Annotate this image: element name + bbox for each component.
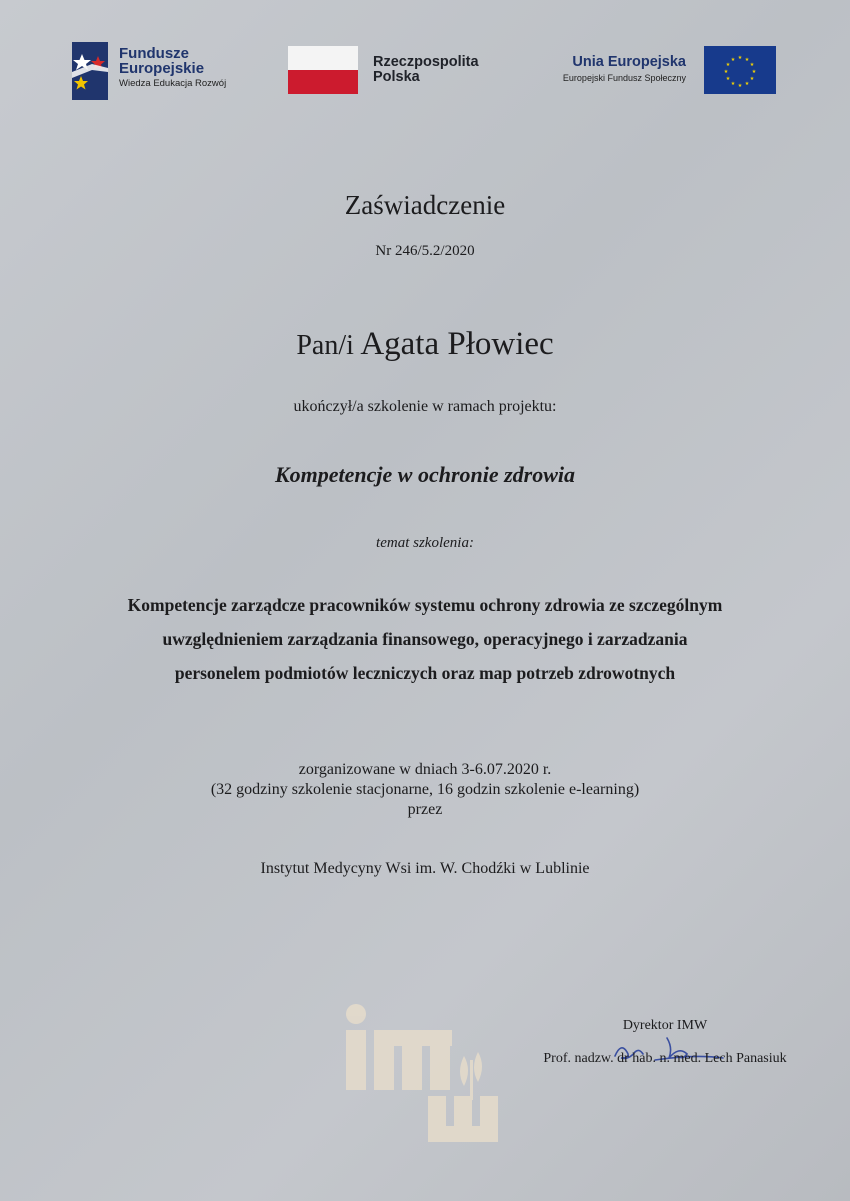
signature-title: Dyrektor IMW <box>622 1018 708 1033</box>
svg-text:★: ★ <box>749 62 755 68</box>
ue-line2: Europejski Fundusz Społeczny <box>562 73 686 83</box>
organized-by: przez <box>407 801 443 818</box>
ue-line1: Unia Europejska <box>572 54 686 70</box>
recipient-name: Agata Płowiec <box>360 326 554 362</box>
fundusze-europejskie-icon <box>72 42 108 100</box>
project-name: Kompetencje w ochronie zdrowia <box>274 462 576 487</box>
fe-line3: Wiedza Edukacja Rozwój <box>119 78 227 89</box>
fundusze-europejskie-logo <box>72 42 272 102</box>
svg-text:★: ★ <box>744 57 750 63</box>
recipient-line <box>0 326 850 363</box>
certificate-title: Zaświadczenie <box>344 190 506 220</box>
fe-line1: Fundusze <box>119 45 189 62</box>
svg-text:★: ★ <box>730 81 736 87</box>
svg-text:★: ★ <box>744 81 750 87</box>
rp-line2: Polska <box>373 69 420 85</box>
svg-text:★: ★ <box>723 69 729 75</box>
signature-name: Prof. nadzw. dr hab. n. med. Lech Panasiuk <box>543 1051 787 1066</box>
institute-name: Instytut Medycyny Wsi im. W. Chodźki w Lublinie <box>260 860 590 877</box>
topic-line: personelem podmiotów leczniczych oraz map potrzeb zdrowotnych <box>174 663 676 683</box>
rzeczpospolita-polska-logo <box>288 46 508 96</box>
organized-hours: (32 godziny szkolenie stacjonarne, 16 godzin szkolenie e-learning) <box>210 781 640 798</box>
training-topic <box>60 588 790 690</box>
polish-flag-icon <box>288 46 358 94</box>
svg-text:★: ★ <box>737 55 743 61</box>
certificate-number: Nr 246/5.2/2020 <box>375 243 475 259</box>
topic-line: Kompetencje zarządcze pracowników systemu ochrony zdrowia ze szczególnym <box>127 595 723 615</box>
header-logos <box>0 40 850 110</box>
svg-text:★: ★ <box>730 57 736 63</box>
eu-flag-icon <box>704 46 776 94</box>
rp-line1: Rzeczpospolita <box>373 54 479 70</box>
topic-label: temat szkolenia: <box>376 535 474 551</box>
topic-line: uwzględnieniem zarządzania finansowego, operacyjnego i zarzadzania <box>162 629 688 649</box>
svg-text:★: ★ <box>751 69 757 75</box>
imw-watermark-logo <box>338 1000 508 1150</box>
unia-europejska-logo <box>536 46 776 96</box>
organization-details <box>0 760 850 820</box>
svg-text:★: ★ <box>725 76 731 82</box>
organized-dates: zorganizowane w dniach 3-6.07.2020 r. <box>298 761 552 778</box>
completed-text: ukończył/a szkolenie w ramach projektu: <box>293 398 557 415</box>
svg-text:★: ★ <box>749 76 755 82</box>
fe-line2: Europejskie <box>119 60 205 77</box>
recipient-prefix: Pan/i <box>296 330 354 361</box>
svg-text:★: ★ <box>725 62 731 68</box>
svg-text:★: ★ <box>737 83 743 89</box>
